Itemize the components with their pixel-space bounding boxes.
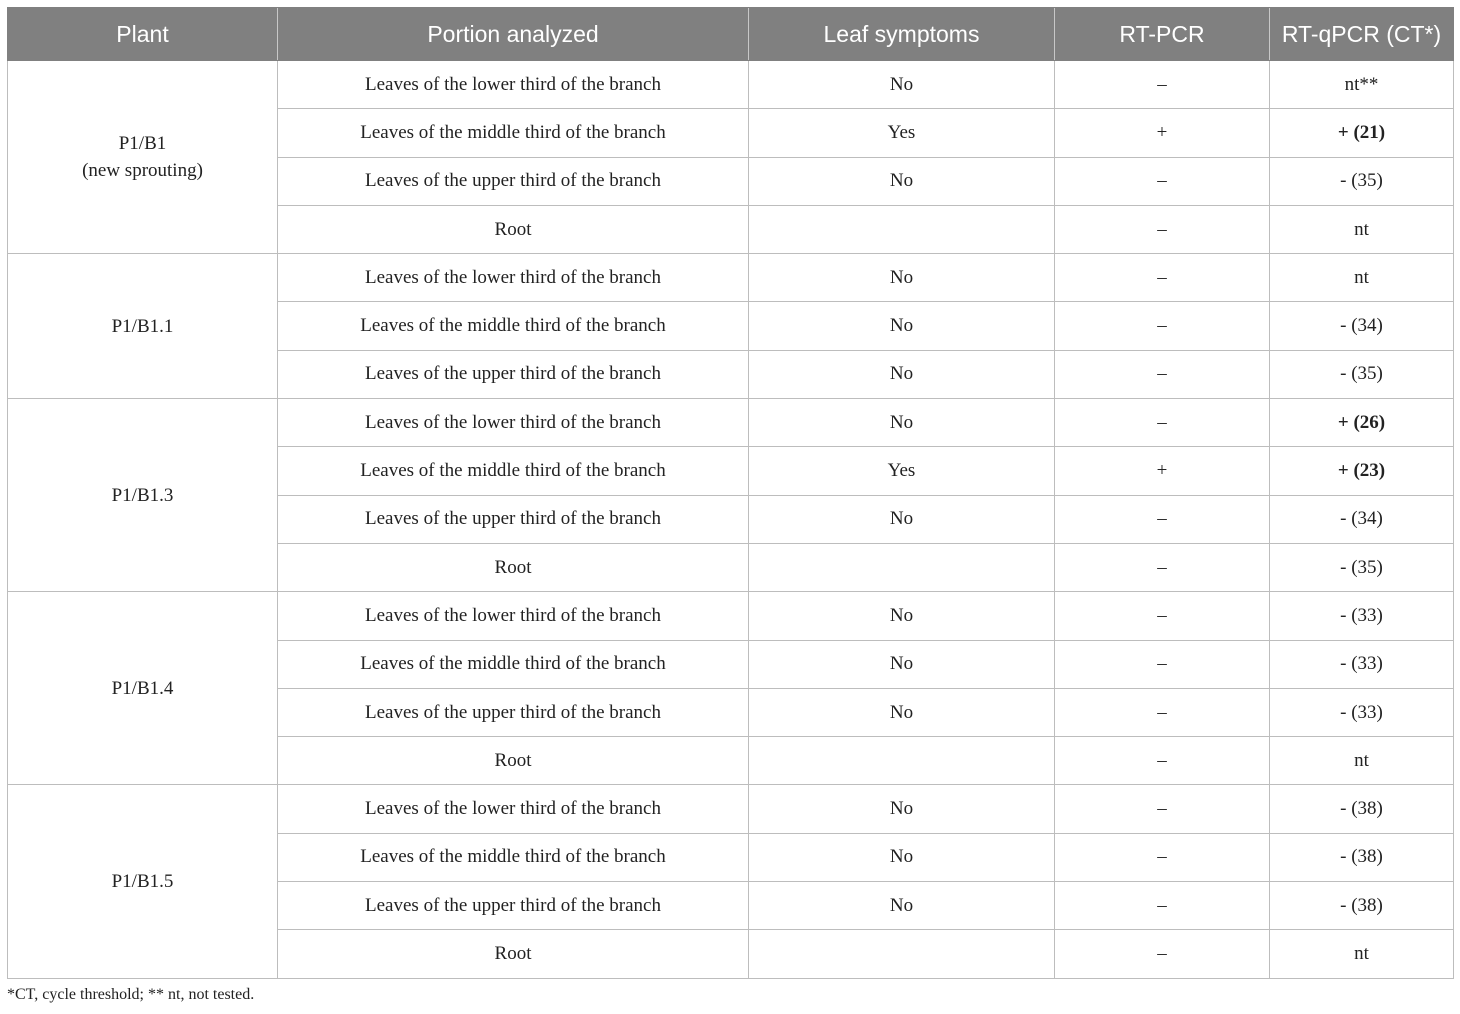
results-table-container <box>7 7 1453 979</box>
rt-pcr-cell: – <box>1055 61 1270 109</box>
leaf-symptoms-cell: No <box>749 833 1055 881</box>
header-portion-analyzed: Portion analyzed <box>278 8 749 61</box>
portion-cell: Leaves of the upper third of the branch <box>278 688 749 736</box>
leaf-symptoms-cell <box>749 205 1055 253</box>
leaf-symptoms-cell: No <box>749 399 1055 447</box>
leaf-symptoms-cell: No <box>749 882 1055 930</box>
portion-cell: Root <box>278 543 749 591</box>
portion-cell: Leaves of the lower third of the branch <box>278 61 749 109</box>
rt-pcr-cell: + <box>1055 109 1270 157</box>
rt-qpcr-cell: - (35) <box>1270 543 1454 591</box>
rt-qpcr-cell: nt** <box>1270 61 1454 109</box>
rt-qpcr-cell: nt <box>1270 930 1454 978</box>
plant-id: P1/B1.1 <box>111 315 174 337</box>
rt-pcr-cell: – <box>1055 930 1270 978</box>
rt-qpcr-cell: nt <box>1270 254 1454 302</box>
table-row <box>8 592 1454 640</box>
leaf-symptoms-cell: No <box>749 302 1055 350</box>
leaf-symptoms-cell: No <box>749 254 1055 302</box>
rt-pcr-cell: – <box>1055 350 1270 398</box>
plant-cell <box>8 254 278 399</box>
leaf-symptoms-cell: No <box>749 495 1055 543</box>
rt-qpcr-cell: + (21) <box>1270 109 1454 157</box>
leaf-symptoms-cell: No <box>749 785 1055 833</box>
rt-pcr-cell: – <box>1055 254 1270 302</box>
table-header <box>8 8 1454 61</box>
table-row <box>8 61 1454 109</box>
portion-cell: Leaves of the lower third of the branch <box>278 399 749 447</box>
rt-pcr-cell: – <box>1055 399 1270 447</box>
table-row <box>8 399 1454 447</box>
portion-cell: Leaves of the middle third of the branch <box>278 640 749 688</box>
rt-pcr-cell: – <box>1055 882 1270 930</box>
portion-cell: Leaves of the upper third of the branch <box>278 495 749 543</box>
table-body <box>8 61 1454 979</box>
portion-cell: Leaves of the lower third of the branch <box>278 254 749 302</box>
leaf-symptoms-cell: No <box>749 61 1055 109</box>
table-row <box>8 785 1454 833</box>
leaf-symptoms-cell: Yes <box>749 109 1055 157</box>
leaf-symptoms-cell <box>749 930 1055 978</box>
leaf-symptoms-cell: No <box>749 350 1055 398</box>
rt-pcr-cell: – <box>1055 737 1270 785</box>
rt-qpcr-cell: - (38) <box>1270 833 1454 881</box>
portion-cell: Root <box>278 737 749 785</box>
leaf-symptoms-cell: No <box>749 592 1055 640</box>
leaf-symptoms-cell: No <box>749 157 1055 205</box>
leaf-symptoms-cell: Yes <box>749 447 1055 495</box>
portion-cell: Root <box>278 205 749 253</box>
rt-qpcr-cell: - (38) <box>1270 785 1454 833</box>
rt-pcr-cell: – <box>1055 688 1270 736</box>
portion-cell: Leaves of the middle third of the branch <box>278 833 749 881</box>
header-leaf-symptoms: Leaf symptoms <box>749 8 1055 61</box>
plant-note: (new sprouting) <box>82 160 203 182</box>
portion-cell: Leaves of the upper third of the branch <box>278 350 749 398</box>
plant-id: P1/B1 <box>118 133 167 155</box>
rt-qpcr-cell: - (38) <box>1270 882 1454 930</box>
portion-cell: Leaves of the upper third of the branch <box>278 157 749 205</box>
rt-pcr-cell: – <box>1055 833 1270 881</box>
plant-cell <box>8 785 278 978</box>
rt-pcr-cell: – <box>1055 543 1270 591</box>
portion-cell: Leaves of the lower third of the branch <box>278 592 749 640</box>
header-row <box>8 8 1454 61</box>
rt-qpcr-cell: nt <box>1270 737 1454 785</box>
rt-pcr-cell: – <box>1055 205 1270 253</box>
table-row <box>8 254 1454 302</box>
plant-cell <box>8 61 278 254</box>
plant-id: P1/B1.3 <box>111 484 174 506</box>
leaf-symptoms-cell <box>749 543 1055 591</box>
rt-pcr-cell: – <box>1055 302 1270 350</box>
rt-qpcr-cell: + (26) <box>1270 399 1454 447</box>
rt-qpcr-cell: - (33) <box>1270 640 1454 688</box>
rt-qpcr-cell: - (34) <box>1270 495 1454 543</box>
portion-cell: Root <box>278 930 749 978</box>
leaf-symptoms-cell: No <box>749 640 1055 688</box>
rt-qpcr-cell: - (35) <box>1270 157 1454 205</box>
portion-cell: Leaves of the middle third of the branch <box>278 447 749 495</box>
rt-qpcr-cell: - (33) <box>1270 688 1454 736</box>
plant-id: P1/B1.5 <box>111 871 174 893</box>
table-footnote: *CT, cycle threshold; ** nt, not tested. <box>7 986 255 1003</box>
leaf-symptoms-cell <box>749 737 1055 785</box>
portion-cell: Leaves of the upper third of the branch <box>278 882 749 930</box>
rt-qpcr-cell: - (34) <box>1270 302 1454 350</box>
header-rt-qpcr: RT-qPCR (CT*) <box>1270 8 1454 61</box>
rt-pcr-cell: – <box>1055 785 1270 833</box>
portion-cell: Leaves of the middle third of the branch <box>278 109 749 157</box>
rt-pcr-cell: + <box>1055 447 1270 495</box>
portion-cell: Leaves of the lower third of the branch <box>278 785 749 833</box>
rt-qpcr-cell: - (33) <box>1270 592 1454 640</box>
rt-qpcr-cell: + (23) <box>1270 447 1454 495</box>
results-table <box>7 7 1454 979</box>
header-rt-pcr: RT-PCR <box>1055 8 1270 61</box>
portion-cell: Leaves of the middle third of the branch <box>278 302 749 350</box>
rt-pcr-cell: – <box>1055 157 1270 205</box>
plant-cell <box>8 592 278 785</box>
rt-pcr-cell: – <box>1055 640 1270 688</box>
plant-id: P1/B1.4 <box>111 677 174 699</box>
plant-cell <box>8 399 278 592</box>
rt-pcr-cell: – <box>1055 592 1270 640</box>
rt-pcr-cell: – <box>1055 495 1270 543</box>
leaf-symptoms-cell: No <box>749 688 1055 736</box>
rt-qpcr-cell: nt <box>1270 205 1454 253</box>
header-plant: Plant <box>8 8 278 61</box>
rt-qpcr-cell: - (35) <box>1270 350 1454 398</box>
